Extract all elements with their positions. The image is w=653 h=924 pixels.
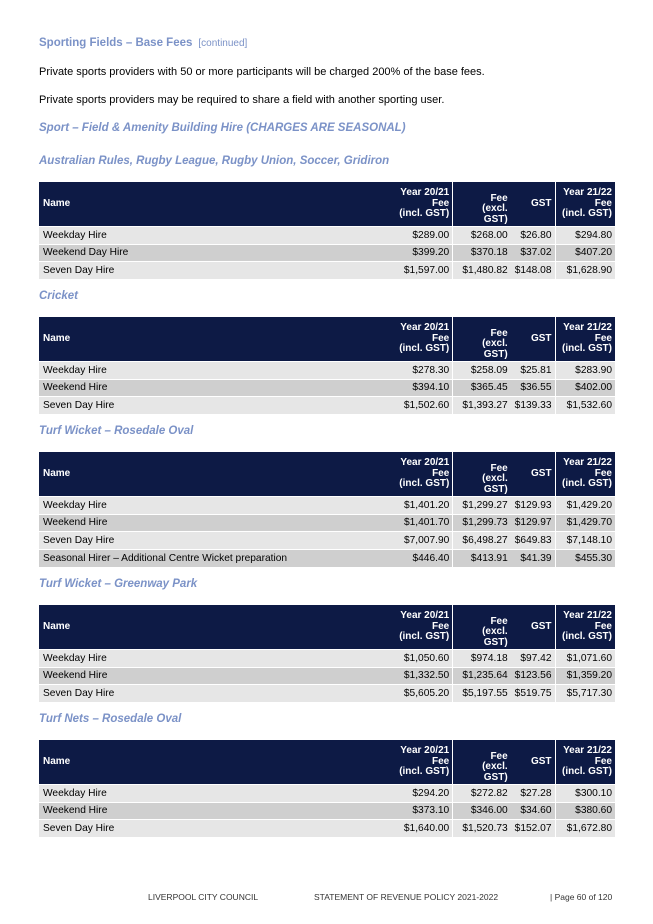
cell-fee-2122: $407.20: [555, 244, 615, 262]
cell-fee-excl: $1,480.82: [453, 262, 511, 280]
table-header-row: [39, 317, 615, 362]
table-row: [39, 685, 615, 703]
col-header-fee-excl: Fee (excl. GST): [453, 452, 511, 497]
table-row: [39, 244, 615, 262]
cell-fee-2021: $394.10: [344, 379, 453, 397]
col-header-gst: GST: [511, 452, 555, 497]
cell-gst: $129.97: [511, 514, 555, 532]
cell-fee-2021: $289.00: [344, 227, 453, 245]
cell-fee-2122: $1,071.60: [555, 650, 615, 668]
col-header-fee-2122: Year 21/22 Fee (incl. GST): [555, 317, 615, 362]
cell-name: Seven Day Hire: [39, 397, 344, 415]
cell-fee-2021: $446.40: [344, 549, 452, 567]
cell-gst: $97.42: [511, 650, 555, 668]
cell-fee-excl: $272.82: [453, 785, 511, 803]
paragraph-participants: Private sports providers with 50 or more participants will be charged 200% of the base fees.: [39, 66, 485, 78]
table-row: [39, 802, 615, 820]
cell-name: Seven Day Hire: [39, 532, 344, 550]
cell-name: Weekend Hire: [39, 379, 344, 397]
table-row: [39, 362, 615, 380]
table-row: [39, 549, 615, 567]
cell-fee-2021: $373.10: [344, 802, 453, 820]
fee-table: [39, 317, 615, 414]
cell-gst: $36.55: [511, 379, 555, 397]
cell-name: Weekday Hire: [39, 650, 344, 668]
cell-fee-2021: $1,502.60: [344, 397, 453, 415]
cell-fee-2122: $455.30: [555, 549, 615, 567]
table-row: [39, 397, 615, 415]
col-header-gst: GST: [511, 740, 555, 785]
section-title: Australian Rules, Rugby League, Rugby Union, Soccer, Gridiron: [39, 155, 390, 167]
cell-fee-excl: $413.91: [453, 549, 511, 567]
cell-fee-excl: $258.09: [453, 362, 511, 380]
col-header-fee-2021: Year 20/21 Fee (incl. GST): [344, 605, 453, 650]
cell-gst: $27.28: [511, 785, 555, 803]
cell-fee-2021: $1,401.70: [344, 514, 452, 532]
cell-fee-2122: $1,532.60: [555, 397, 615, 415]
col-header-name: Name: [39, 605, 344, 650]
table-header-row: [39, 452, 615, 497]
col-header-name: Name: [39, 740, 344, 785]
cell-name: Seven Day Hire: [39, 262, 344, 280]
cell-fee-2021: $294.20: [344, 785, 453, 803]
col-header-fee-2021: Year 20/21 Fee (incl. GST): [344, 182, 453, 227]
table-row: [39, 667, 615, 685]
col-header-gst: GST: [511, 605, 555, 650]
cell-fee-2122: $402.00: [555, 379, 615, 397]
cell-fee-excl: $1,299.27: [453, 497, 511, 515]
table-row: [39, 532, 615, 550]
cell-fee-2122: $283.90: [555, 362, 615, 380]
col-header-name: Name: [39, 452, 344, 497]
cell-gst: $123.56: [511, 667, 555, 685]
col-header-fee-2122: Year 21/22 Fee (incl. GST): [555, 182, 615, 227]
col-header-fee-excl: Fee (excl. GST): [453, 317, 511, 362]
cell-fee-2021: $7,007.90: [344, 532, 452, 550]
cell-gst: $41.39: [511, 549, 555, 567]
col-header-fee-2122: Year 21/22 Fee (incl. GST): [555, 452, 615, 497]
col-header-fee-excl: Fee (excl. GST): [453, 182, 511, 227]
col-header-gst: GST: [511, 182, 555, 227]
table-row: [39, 820, 615, 838]
cell-name: Weekday Hire: [39, 785, 344, 803]
paragraph-share-field: Private sports providers may be required to share a field with another sporting user.: [39, 94, 445, 106]
col-header-fee-2122: Year 21/22 Fee (incl. GST): [555, 740, 615, 785]
table-row: [39, 650, 615, 668]
cell-name: Weekend Hire: [39, 514, 344, 532]
cell-fee-2021: $1,050.60: [344, 650, 453, 668]
cell-name: Weekend Day Hire: [39, 244, 344, 262]
table-row: [39, 227, 615, 245]
section-title: Turf Wicket – Rosedale Oval: [39, 425, 194, 437]
table-header-row: [39, 605, 615, 650]
cell-name: Weekend Hire: [39, 802, 344, 820]
cell-fee-2021: $5,605.20: [344, 685, 453, 703]
cell-name: Weekday Hire: [39, 497, 344, 515]
table-header-row: [39, 182, 615, 227]
section-title: Cricket: [39, 290, 78, 302]
cell-gst: $152.07: [511, 820, 555, 838]
cell-fee-2021: $1,640.00: [344, 820, 453, 838]
cell-fee-2122: $380.60: [555, 802, 615, 820]
col-header-fee-2021: Year 20/21 Fee (incl. GST): [344, 317, 453, 362]
table-row: [39, 379, 615, 397]
cell-fee-2021: $1,401.20: [344, 497, 452, 515]
col-header-fee-2021: Year 20/21 Fee (incl. GST): [344, 452, 452, 497]
cell-fee-2122: $5,717.30: [555, 685, 615, 703]
fee-table: [39, 452, 615, 567]
footer-page-number: | Page 60 of 120: [550, 892, 613, 902]
cell-fee-excl: $5,197.55: [453, 685, 511, 703]
cell-gst: $519.75: [511, 685, 555, 703]
footer-doc-title: STATEMENT OF REVENUE POLICY 2021-2022: [314, 892, 499, 902]
col-header-gst: GST: [511, 317, 555, 362]
cell-fee-2122: $1,628.90: [555, 262, 615, 280]
cell-gst: $139.33: [511, 397, 555, 415]
cell-fee-excl: $1,235.64: [453, 667, 511, 685]
col-header-name: Name: [39, 182, 344, 227]
cell-fee-excl: $365.45: [453, 379, 511, 397]
cell-fee-excl: $1,520.73: [453, 820, 511, 838]
cell-fee-2122: $300.10: [555, 785, 615, 803]
cell-fee-2021: $1,597.00: [344, 262, 453, 280]
continued-label: [continued]: [198, 38, 248, 49]
page-heading: [39, 37, 247, 49]
cell-fee-excl: $6,498.27: [453, 532, 511, 550]
cell-gst: $129.93: [511, 497, 555, 515]
cell-name: Weekend Hire: [39, 667, 344, 685]
table-row: [39, 514, 615, 532]
cell-fee-2021: $399.20: [344, 244, 453, 262]
section-title: Turf Nets – Rosedale Oval: [39, 713, 182, 725]
cell-fee-2122: $1,429.20: [555, 497, 615, 515]
table-row: [39, 785, 615, 803]
subtitle-seasonal: Sport – Field & Amenity Building Hire (CHARGES ARE SEASONAL): [39, 122, 406, 134]
col-header-name: Name: [39, 317, 344, 362]
cell-fee-2021: $1,332.50: [344, 667, 453, 685]
section-title: Turf Wicket – Greenway Park: [39, 578, 198, 590]
cell-gst: $649.83: [511, 532, 555, 550]
cell-fee-2122: $1,672.80: [555, 820, 615, 838]
cell-fee-excl: $1,299.73: [453, 514, 511, 532]
cell-gst: $34.60: [511, 802, 555, 820]
cell-fee-excl: $974.18: [453, 650, 511, 668]
cell-fee-2122: $7,148.10: [555, 532, 615, 550]
cell-fee-2122: $1,359.20: [555, 667, 615, 685]
cell-fee-excl: $268.00: [453, 227, 511, 245]
col-header-fee-2021: Year 20/21 Fee (incl. GST): [344, 740, 453, 785]
cell-name: Weekday Hire: [39, 227, 344, 245]
table-header-row: [39, 740, 615, 785]
col-header-fee-excl: Fee (excl. GST): [453, 740, 511, 785]
cell-gst: $26.80: [511, 227, 555, 245]
fee-table: [39, 740, 615, 837]
cell-fee-excl: $1,393.27: [453, 397, 511, 415]
footer-org: LIVERPOOL CITY COUNCIL: [148, 892, 259, 902]
cell-fee-excl: $346.00: [453, 802, 511, 820]
cell-gst: $37.02: [511, 244, 555, 262]
fee-table: [39, 605, 615, 702]
cell-gst: $148.08: [511, 262, 555, 280]
col-header-fee-excl: Fee (excl. GST): [453, 605, 511, 650]
cell-fee-2122: $1,429.70: [555, 514, 615, 532]
cell-gst: $25.81: [511, 362, 555, 380]
col-header-fee-2122: Year 21/22 Fee (incl. GST): [555, 605, 615, 650]
cell-fee-2021: $278.30: [344, 362, 453, 380]
page-heading-title: Sporting Fields – Base Fees: [39, 37, 193, 49]
cell-name: Seasonal Hirer – Additional Centre Wicket preparation: [39, 549, 344, 567]
table-row: [39, 262, 615, 280]
table-row: [39, 497, 615, 515]
cell-fee-2122: $294.80: [555, 227, 615, 245]
cell-name: Seven Day Hire: [39, 685, 344, 703]
cell-fee-excl: $370.18: [453, 244, 511, 262]
cell-name: Seven Day Hire: [39, 820, 344, 838]
fee-table: [39, 182, 615, 279]
cell-name: Weekday Hire: [39, 362, 344, 380]
